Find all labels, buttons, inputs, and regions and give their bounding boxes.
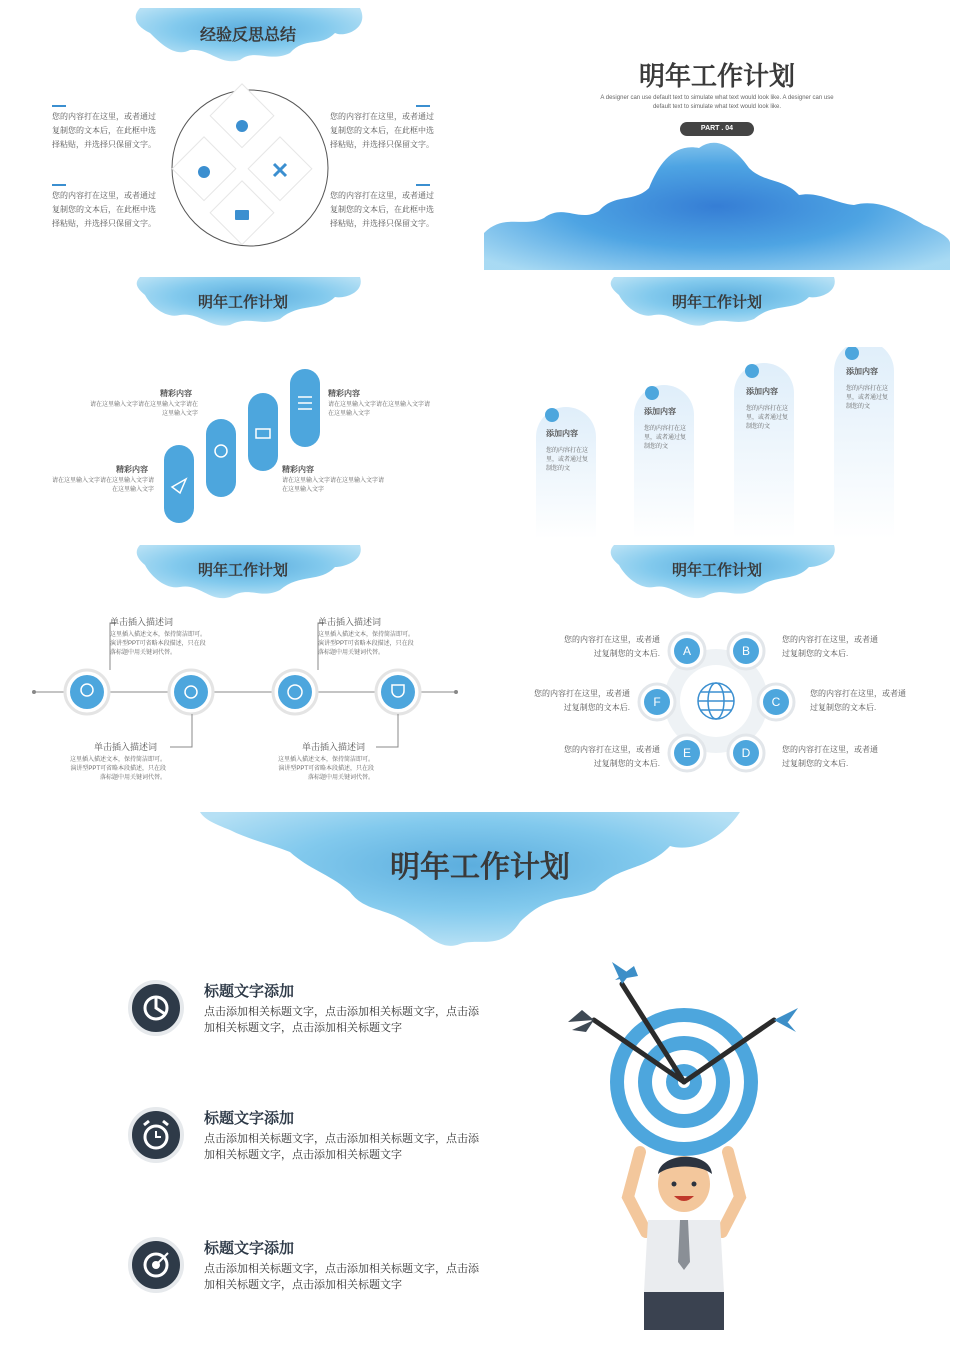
cycle-letter: C [771,695,781,709]
item-heading: 单击插入描述词 [110,617,174,627]
item-heading: 单击插入描述词 [318,617,382,627]
text-block: 您的内容打在这里，或者通过复制您的文本后，在此框中选择粘贴，并选择只保留文字。 [52,191,156,228]
slide-goals [0,812,960,1352]
item-heading: 精彩内容 [160,389,192,398]
item-body: 点击添加相关标题文字，点击添加相关标题文字，点击添加相关标题文字，点击添加相关标题文字 [204,1133,479,1161]
card-heading: 添加内容 [846,367,878,376]
slide-cards [484,277,950,539]
diamond-diagram [160,78,340,258]
card-body: 您的内容打在这里，或者通过复制您的文 [546,448,589,472]
card-body: 您的内容打在这里，或者通过复制您的文 [846,386,889,410]
slide-title: 明年工作计划 [671,562,762,579]
part-badge: PART . 04 [680,122,754,136]
slide-hexagon-cycle [484,545,950,807]
item-heading: 单击插入描述词 [302,742,366,752]
slide-title: 明年工作计划 [197,294,288,311]
slide-title: 明年工作计划 [638,61,795,91]
pie-chart-icon [128,980,184,1036]
slide-title: 经验反思总结 [199,27,296,44]
accent-dash [52,105,66,107]
slide-staircase [20,277,476,539]
item-heading: 标题文字添加 [204,1240,295,1257]
accent-dash [416,184,430,186]
slide-timeline [20,545,476,807]
text-block: 您的内容打在这里，或者通过复制您的文本后，在此框中选择粘贴，并选择只保留文字。 [330,112,434,149]
text-block: 您的内容打在这里，或者通过复制您的文本后. [782,635,878,658]
item-body: 这里插入描述文本，保持简洁即可。演讲型PPT可省略本段描述，只在段落标题中用关键词代替。 [70,757,167,781]
slide-title: 明年工作计划 [671,294,762,311]
item-body: 这里插入描述文本，保持简洁即可。演讲型PPT可省略本段描述，只在段落标题中用关键词代替。 [318,632,415,656]
text-block: 您的内容打在这里，或者通过复制您的文本后. [564,745,660,768]
item-heading: 标题文字添加 [204,1110,295,1127]
text-block: 您的内容打在这里，或者通过复制您的文本后. [782,745,878,768]
watercolor-splash [484,133,950,270]
item-heading: 精彩内容 [282,465,314,474]
goal-item [128,1107,488,1177]
slide-title: 明年工作计划 [197,562,288,579]
text-block: 您的内容打在这里，或者通过复制您的文本后. [534,689,630,712]
text-block: 您的内容打在这里，或者通过复制您的文本后. [564,635,660,658]
man-with-target-illustration [560,952,820,1332]
cycle-letter: E [682,746,692,760]
slide-subtitle: A designer can use default text to simulate what text would look like. A designer can use default text to simulate what text would look like. [600,95,834,110]
accent-dash [416,105,430,107]
item-body: 请在这里输入文字请在这里输入文字请在这里输入文字 [51,478,154,493]
item-body: 点击添加相关标题文字，点击添加相关标题文字，点击添加相关标题文字，点击添加相关标题文字 [204,1006,479,1034]
item-body: 请在这里输入文字请在这里输入文字请在这里输入文字 [90,402,199,417]
text-block: 您的内容打在这里，或者通过复制您的文本后. [810,689,906,712]
card-heading: 添加内容 [746,387,778,396]
item-body: 点击添加相关标题文字，点击添加相关标题文字，点击添加相关标题文字，点击添加相关标题文字 [204,1263,479,1291]
slide-experience-reflection [20,8,476,270]
item-heading: 精彩内容 [116,465,148,474]
item-heading: 单击插入描述词 [94,742,158,752]
item-body: 请在这里输入文字请在这里输入文字请在这里输入文字 [328,402,431,417]
goal-item [128,1237,488,1307]
slide-title: 明年工作计划 [390,851,570,884]
text-block: 您的内容打在这里，或者通过复制您的文本后，在此框中选择粘贴，并选择只保留文字。 [52,112,156,149]
item-body: 这里插入描述文本，保持简洁即可。演讲型PPT可省略本段描述，只在段落标题中用关键词代替。 [278,757,375,781]
item-heading: 标题文字添加 [204,983,295,1000]
cycle-letter: D [741,746,751,760]
cycle-letter: B [741,644,751,658]
alarm-clock-icon [128,1107,184,1163]
goal-item [128,980,488,1050]
card-heading: 添加内容 [644,407,676,416]
cycle-letter: F [653,695,661,709]
card-body: 您的内容打在这里，或者通过复制您的文 [746,406,789,430]
text-block: 您的内容打在这里，或者通过复制您的文本后，在此框中选择粘贴，并选择只保留文字。 [330,191,434,228]
card-heading: 添加内容 [546,429,578,438]
accent-dash [52,184,66,186]
card-body: 您的内容打在这里，或者通过复制您的文 [644,426,687,450]
cycle-letter: A [682,644,692,658]
item-heading: 精彩内容 [328,389,360,398]
item-body: 这里插入描述文本，保持简洁即可。演讲型PPT可省略本段描述，只在段落标题中用关键词代替。 [110,632,207,656]
watercolor-splash [200,812,740,962]
slide-part-04-cover [484,8,950,270]
target-icon [128,1237,184,1293]
item-body: 请在这里输入文字请在这里输入文字请在这里输入文字 [282,478,385,493]
